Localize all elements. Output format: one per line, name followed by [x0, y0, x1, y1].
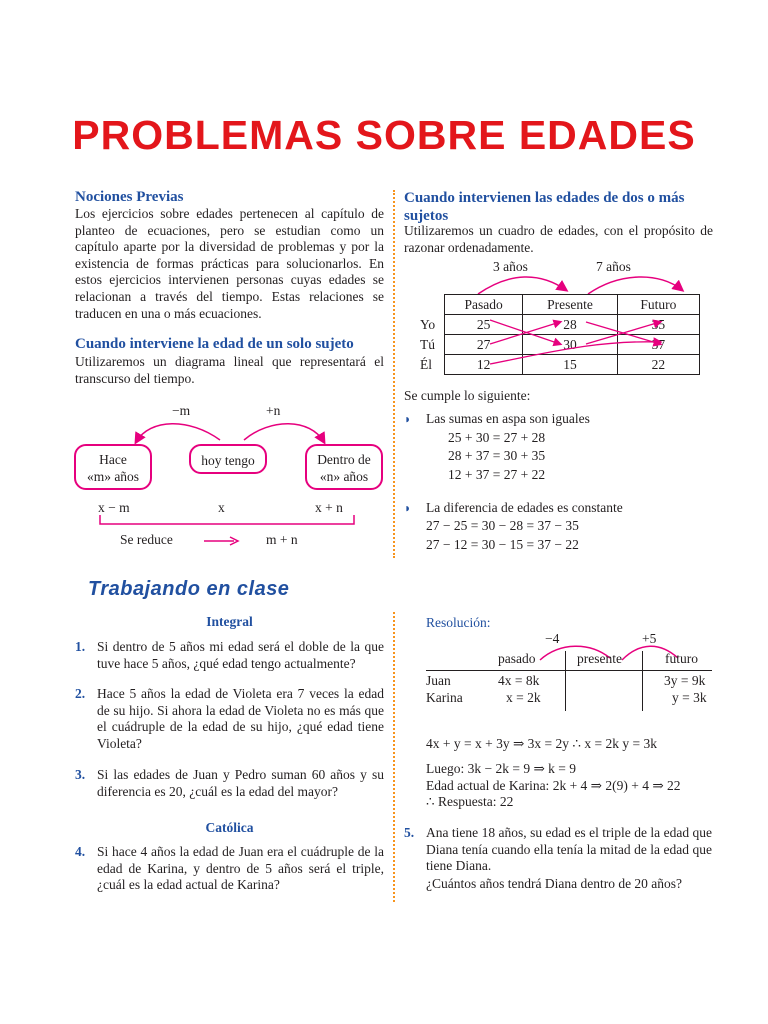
dentro-n-box — [305, 444, 383, 490]
equation-line: Edad actual de Karina: 2k + 4 ⇒ 2(9) + 4 ⇒ 22 — [426, 778, 681, 793]
table-cell: 15 — [523, 355, 617, 375]
gap-7-anos: 7 años — [596, 259, 631, 274]
box-label: Hace — [99, 452, 127, 467]
row-label: Yo — [420, 315, 444, 335]
pasado-juan: 4x = 8k — [498, 673, 540, 688]
problem-text: Si las edades de Juan y Pedro suman 60 años y su diferencia es 20, ¿cuál es la edad del mayor? — [97, 767, 384, 799]
diferencia-line: 27 − 25 = 30 − 28 = 37 − 35 — [426, 518, 579, 533]
m-plus-n-label: m + n — [266, 532, 298, 547]
box-label: «m» años — [86, 469, 140, 484]
table-cell: 28 — [523, 315, 617, 335]
hoy-tengo-box — [189, 444, 267, 474]
bullet-sumas: Las sumas en aspa son iguales — [426, 411, 590, 426]
problem-text: Ana tiene 18 años, su edad es el triple de la edad que Diana tenía cuando ella tenía la mitad de la edad que tiene Diana. — [426, 825, 712, 874]
x-minus-m: x − m — [98, 500, 130, 515]
x-value: x — [218, 500, 225, 515]
problem-text: Si hace 4 años la edad de Juan era el cuádruple de la edad de Karina, y dentro de 5 años será el triple, ¿cuál es la edad actual de Karina? — [97, 844, 384, 893]
gap-3-anos: 3 años — [493, 259, 528, 274]
row-label: Tú — [420, 335, 444, 355]
table-cell: 22 — [617, 355, 699, 375]
table-rule — [565, 651, 566, 711]
row-label: Él — [420, 355, 444, 375]
futuro-juan: 3y = 9k — [664, 673, 706, 688]
problem-text: Hace 5 años la edad de Violeta era 7 veces la edad de su hijo. Si ahora la edad de Violeta no es más que el cuádruple de la edad de su hijo, ¿qué edad tiene Violeta? — [97, 686, 384, 751]
nociones-text: Los ejercicios sobre edades pertenecen al capítulo de planteo de ecuaciones, pero se estudian como un capítulo aparte por la diversidad de problemas y por la existencia de formas prácticas para solucionarlos. En estos ejercicios intervienen personas cuyas edades se relacionan a través del tiempo. Estas relaciones se traducen en una o más ecuaciones. — [75, 206, 384, 321]
equation-line: Luego: 3k − 2k = 9 ⇒ k = 9 — [426, 761, 577, 776]
problem-text: Si dentro de 5 años mi edad será el doble de la que tuve hace 5 años, ¿qué edad tengo actualmente? — [97, 639, 384, 671]
solo-sujeto-text: Utilizaremos un diagrama lineal que representará el transcurso del tiempo. — [75, 354, 384, 386]
minus-4-label: −4 — [545, 631, 560, 646]
dos-sujetos-text: Utilizaremos un cuadro de edades, con el propósito de razonar ordenadamente. — [404, 223, 713, 255]
minus-m-label: −m — [172, 403, 191, 418]
se-reduce-label: Se reduce — [120, 532, 173, 547]
equation-line: 4x + y = x + 3y ⇒ 3x = 2y ∴ x = 2k y = 3k — [426, 736, 657, 751]
problem-question: ¿Cuántos años tendrá Diana dentro de 20 años? — [426, 876, 683, 891]
table-cell: 27 — [444, 335, 522, 355]
trabajando-heading: Trabajando en clase — [88, 578, 290, 600]
nociones-heading: Nociones Previas — [75, 189, 184, 205]
se-cumple-label: Se cumple lo siguiente: — [404, 388, 531, 403]
name-karina: Karina — [426, 690, 463, 705]
pasado-karina: x = 2k — [506, 690, 541, 705]
table-cell: 30 — [523, 335, 617, 355]
col-header: Presente — [523, 295, 617, 315]
resolucion-heading: Resolución: — [426, 615, 491, 630]
solo-sujeto-heading: Cuando interviene la edad de un solo sujeto — [75, 336, 354, 352]
problem-number: 3. — [75, 767, 86, 782]
futuro-karina: y = 3k — [672, 690, 707, 705]
problem-number: 2. — [75, 686, 86, 701]
table-rule — [426, 670, 712, 671]
diferencia-line: 27 − 12 = 30 − 15 = 37 − 22 — [426, 537, 579, 552]
hace-m-box — [74, 444, 152, 490]
col-pasado: pasado — [498, 651, 536, 666]
problem-number: 4. — [75, 844, 86, 859]
table-rule — [642, 651, 643, 711]
right-arrow-icon — [204, 535, 240, 547]
plus-n-label: +n — [266, 403, 281, 418]
gap-arrows — [460, 270, 700, 296]
answer-line: ∴ Respuesta: 22 — [426, 794, 514, 809]
catolica-heading: Católica — [205, 820, 254, 835]
column-divider — [393, 612, 395, 902]
col-header: Pasado — [444, 295, 522, 315]
bullet-icon: ◗ — [404, 501, 412, 515]
bullet-diferencia: La diferencia de edades es constante — [426, 500, 623, 515]
table-cell: 35 — [617, 315, 699, 335]
x-plus-n: x + n — [315, 500, 343, 515]
dos-sujetos-heading: Cuando intervienen las edades de dos o más sujetos — [404, 190, 685, 224]
problem-number: 1. — [75, 639, 86, 654]
bullet-icon: ◗ — [404, 412, 412, 426]
suma-line: 12 + 37 = 27 + 22 — [448, 467, 546, 482]
table-cell: 25 — [444, 315, 522, 335]
cross-arrows — [460, 312, 700, 374]
integral-heading: Integral — [206, 614, 253, 629]
name-juan: Juan — [426, 673, 451, 688]
col-presente: presente — [577, 651, 622, 666]
problem-number: 5. — [404, 825, 415, 840]
table-cell: 12 — [444, 355, 522, 375]
suma-line: 28 + 37 = 30 + 35 — [448, 448, 546, 463]
page-title: PROBLEMAS SOBRE EDADES — [72, 112, 696, 158]
plus-5-label: +5 — [642, 631, 657, 646]
box-label: Dentro de — [317, 452, 371, 467]
bracket-line — [96, 514, 360, 530]
table-cell: 37 — [617, 335, 699, 355]
box-label: hoy tengo — [201, 453, 255, 468]
col-header: Futuro — [617, 295, 699, 315]
suma-line: 25 + 30 = 27 + 28 — [448, 430, 546, 445]
column-divider — [393, 190, 395, 558]
col-futuro: futuro — [665, 651, 698, 666]
box-label: «n» años — [319, 469, 369, 484]
